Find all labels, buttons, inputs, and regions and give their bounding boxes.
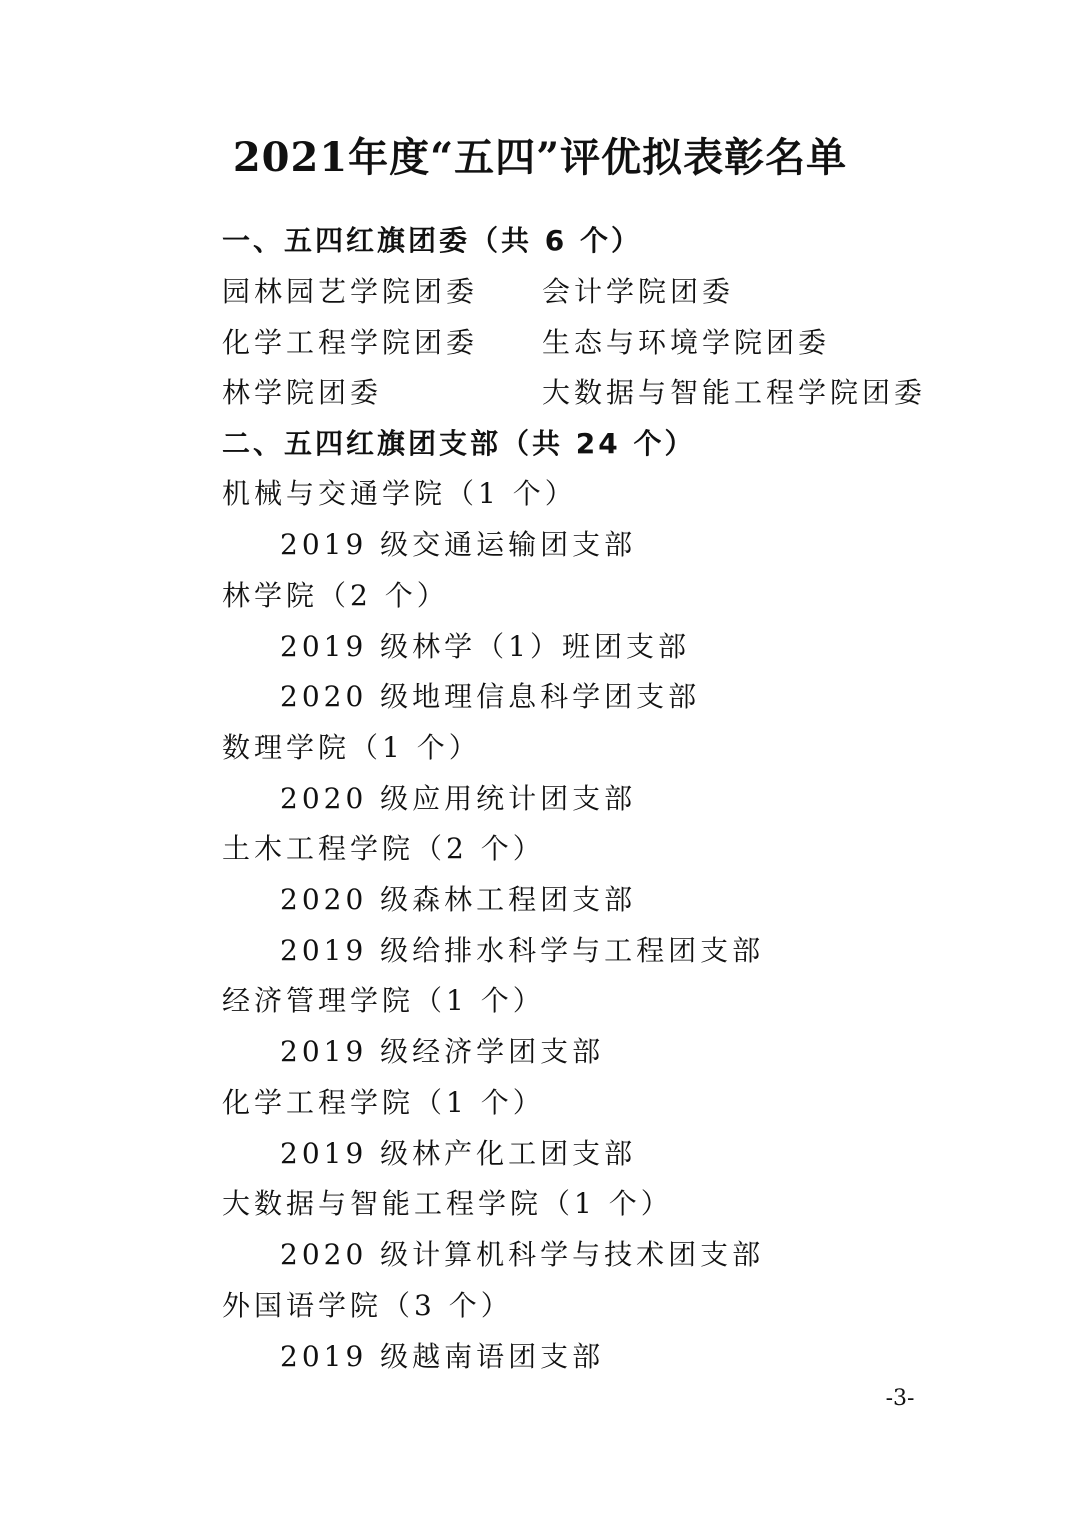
college-label: 大数据与智能工程学院（1 个） [222, 1187, 673, 1220]
page-number: -3- [885, 1386, 915, 1411]
branch-item: 2020 级森林工程团支部 [280, 883, 637, 916]
section1-item: 大数据与智能工程学院团委 [542, 376, 927, 409]
college-label: 经济管理学院（1 个） [222, 984, 545, 1017]
section1-item: 会计学院团委 [542, 275, 735, 308]
college-label: 林学院（2 个） [222, 579, 449, 612]
section1-item: 林学院团委 [222, 376, 383, 409]
college-label: 机械与交通学院（1 个） [222, 477, 577, 510]
branch-item: 2019 级交通运输团支部 [280, 528, 637, 561]
branch-item: 2020 级计算机科学与技术团支部 [280, 1238, 765, 1271]
branch-item: 2019 级林学（1）班团支部 [280, 630, 690, 663]
branch-item: 2019 级越南语团支部 [280, 1340, 605, 1373]
section1-heading: 一、五四红旗团委（共 6 个） [222, 224, 642, 257]
college-label: 外国语学院（3 个） [222, 1289, 513, 1322]
page-title: 2021年度“五四”评优拟表彰名单 [232, 134, 848, 181]
college-label: 数理学院（1 个） [222, 731, 481, 764]
branch-item: 2020 级应用统计团支部 [280, 782, 637, 815]
branch-item: 2019 级林产化工团支部 [280, 1137, 637, 1170]
section1-item: 化学工程学院团委 [222, 326, 479, 359]
section1-item: 生态与环境学院团委 [542, 326, 831, 359]
branch-item: 2019 级经济学团支部 [280, 1035, 605, 1068]
branch-item: 2020 级地理信息科学团支部 [280, 680, 701, 713]
section1-item: 园林园艺学院团委 [222, 275, 479, 308]
section2-heading: 二、五四红旗团支部（共 24 个） [222, 427, 696, 460]
college-label: 土木工程学院（2 个） [222, 832, 545, 865]
branch-item: 2019 级给排水科学与工程团支部 [280, 934, 765, 967]
college-label: 化学工程学院（1 个） [222, 1086, 545, 1119]
